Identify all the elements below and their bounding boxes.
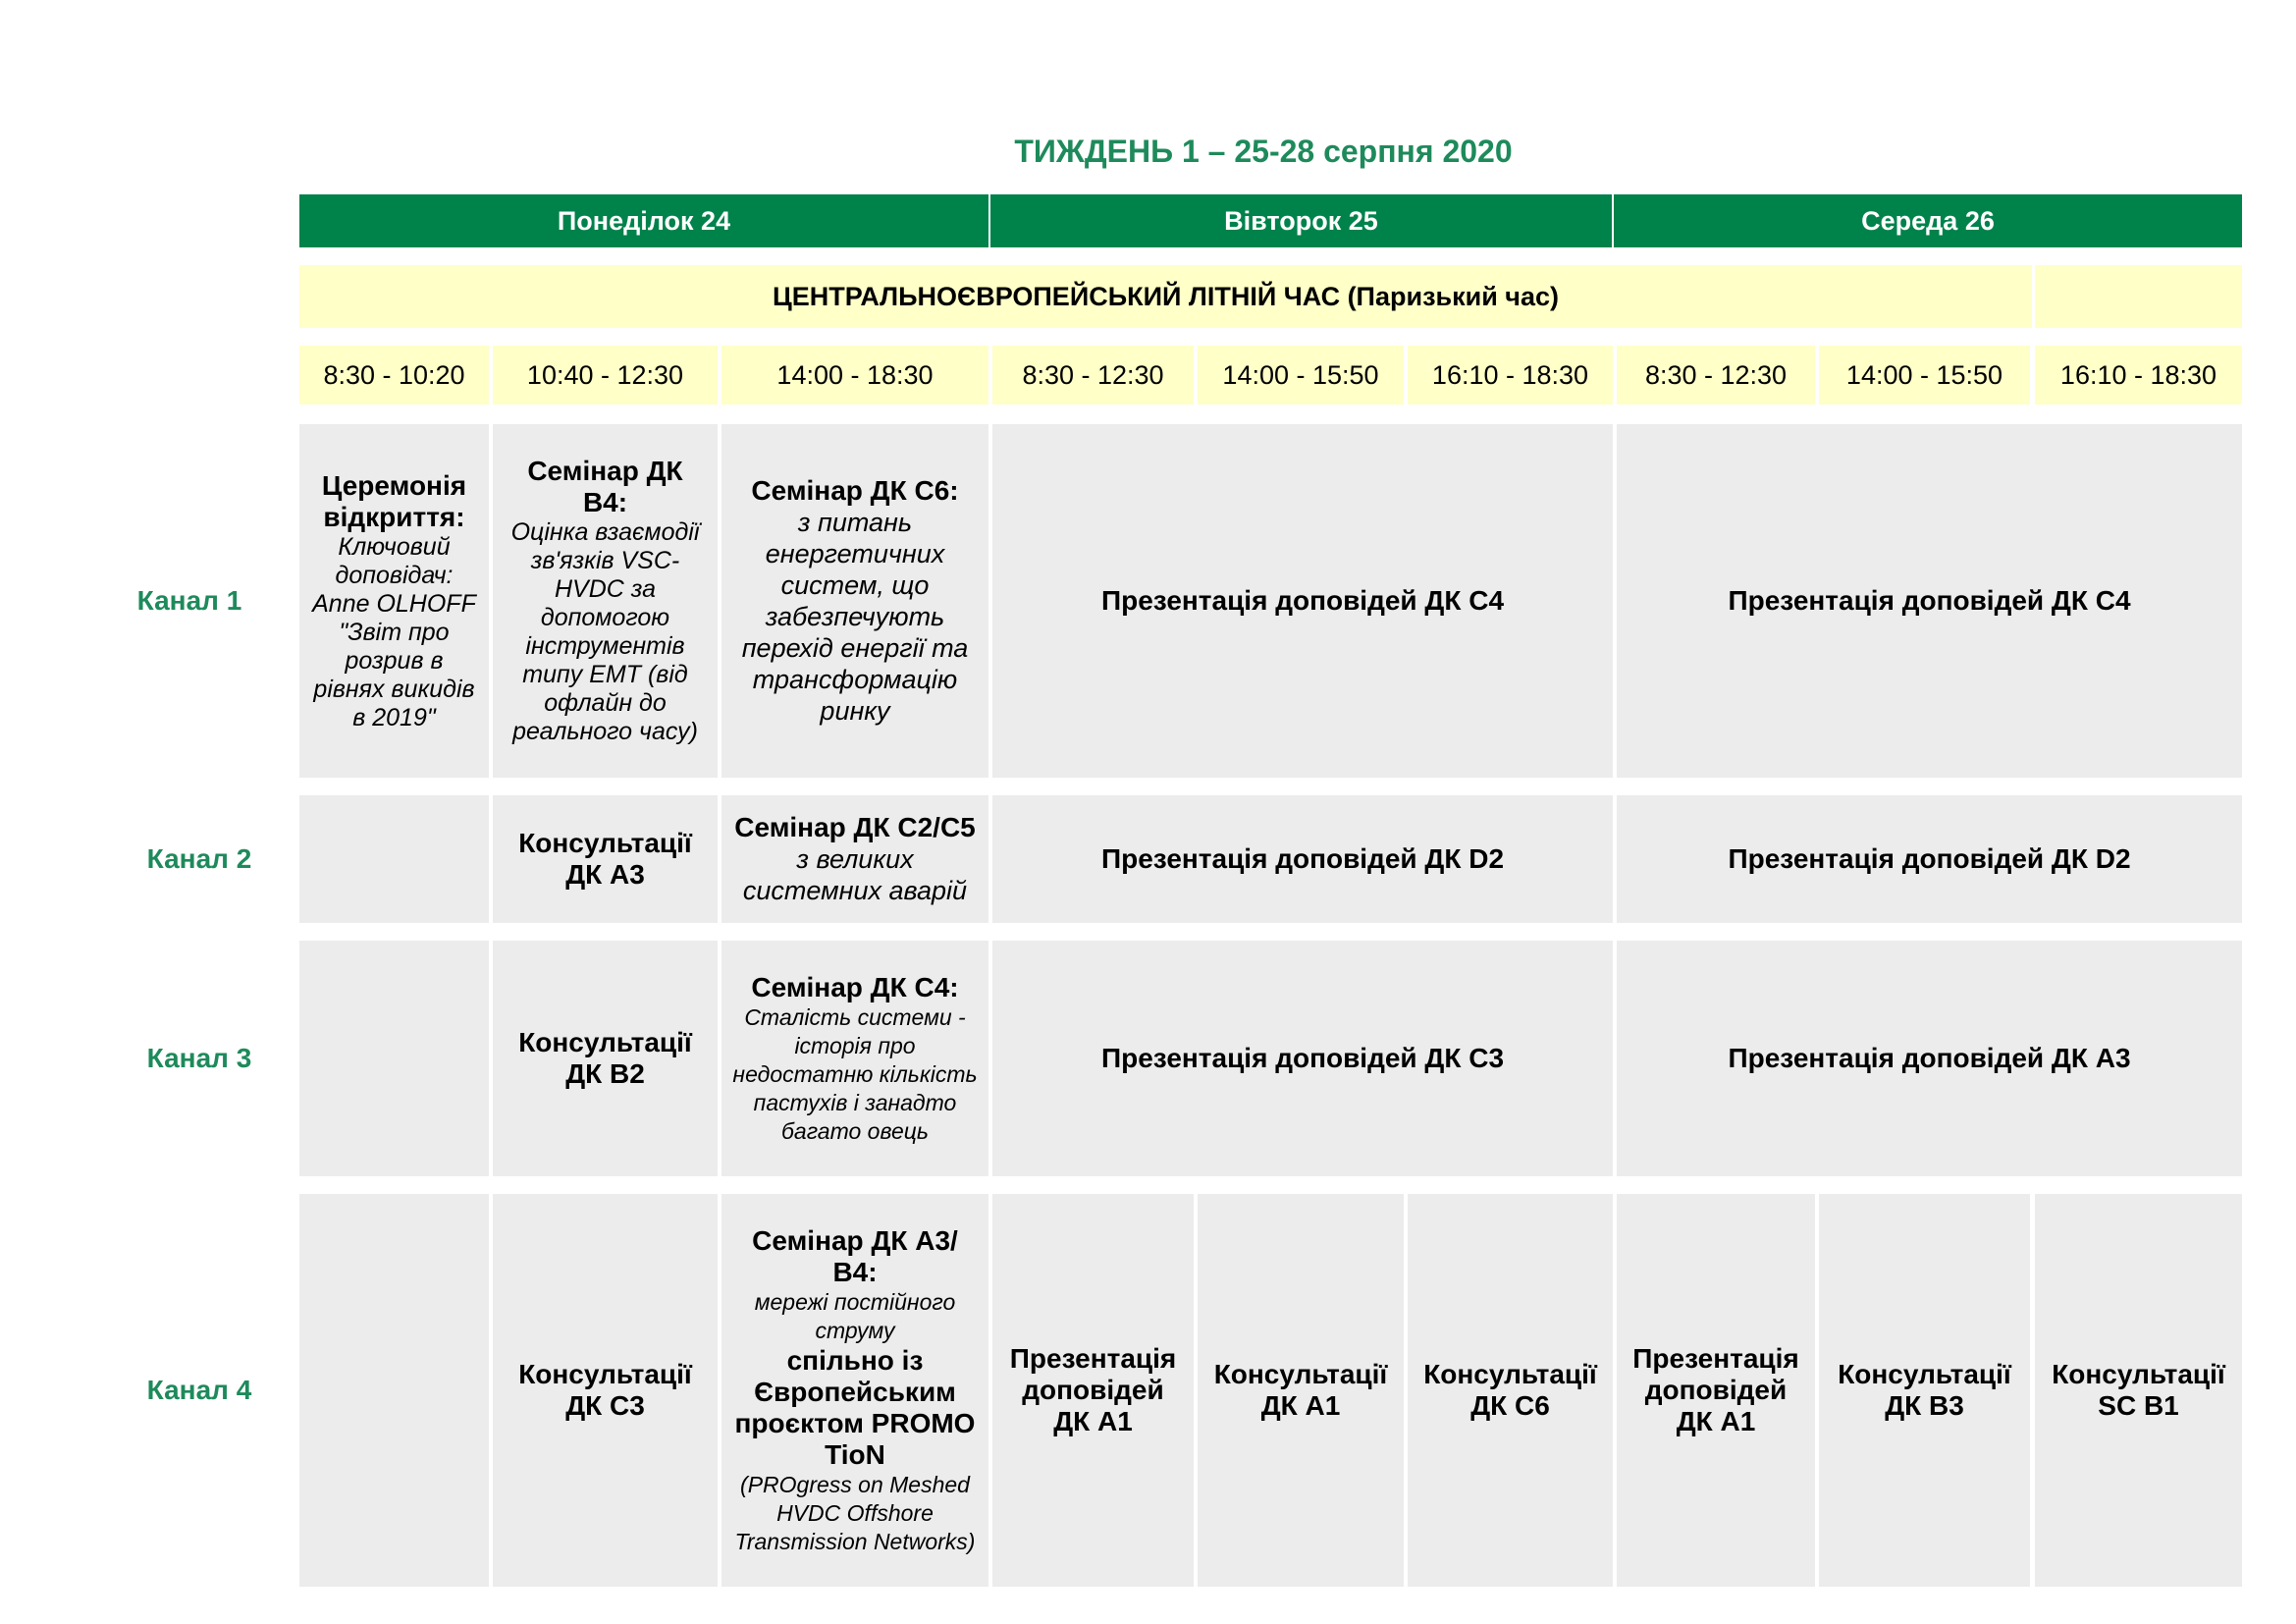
time-slot: 14:00 - 18:30 [721,346,988,405]
empty-cell [299,795,489,923]
session-seminar-c4 [721,941,988,1176]
session-description: Сталість системи - історія про недостатню кількість пастухів і занадто багато овець [732,1003,978,1144]
channel-label-1: Канал 1 [136,585,242,616]
session-title: Семінар ДК С4: [751,971,959,1002]
empty-cell [299,1194,489,1587]
session-title: Консультації ДК А3 [518,828,692,890]
session-wed-channel-1 [1617,424,2242,778]
session-tue-a1-presentation [992,1194,1194,1587]
session-description: Оцінка взаємодії зв'язків VSC-HVDC за допомогою інструментів типу ЕМТ (від офлайн до реального часу) [510,518,700,745]
session-description: з великих системних аварій [742,844,968,905]
session-title: Презентація доповідей ДК С3 [1100,1043,1505,1073]
session-title: Презентація доповідей ДК D2 [1100,843,1505,874]
session-tue-consult-c6 [1408,1194,1613,1587]
session-title: Семінар ДК А3/В4: [752,1224,958,1287]
session-tue-channel-2 [992,795,1613,923]
session-title: Консультації ДК С6 [1423,1359,1597,1421]
session-title: Церемонія відкриття: [321,469,467,532]
session-title: Семінар ДК С6: [751,475,959,506]
session-wed-channel-3 [1617,941,2242,1176]
session-consult-b2 [493,941,718,1176]
session-title: Консультації ДК А1 [1213,1359,1388,1421]
session-seminar-b4 [493,424,718,778]
time-slot: 16:10 - 18:30 [2035,346,2242,405]
page-title: ТИЖДЕНЬ 1 – 25-28 серпня 2020 [1014,134,1513,169]
day-header-monday: Понеділок 24 [299,194,988,247]
time-slot: 14:00 - 15:50 [1819,346,2030,405]
session-title: Консультації ДК В3 [1838,1359,2011,1421]
session-consult-c3 [493,1194,718,1587]
session-title: Семінар ДК С2/С5 [734,812,976,842]
session-seminar-a3-b4 [721,1194,988,1587]
session-title: Презентація доповідей ДК D2 [1728,843,2131,874]
time-slot: 16:10 - 18:30 [1408,346,1613,405]
day-header-tuesday: Вівторок 25 [990,194,1612,247]
time-slot: 14:00 - 15:50 [1198,346,1404,405]
timezone-label: ЦЕНТРАЛЬНОЄВРОПЕЙСЬКИЙ ЛІТНІЙ ЧАС (Паризький час) [299,265,2032,328]
session-title: Презентація доповідей ДК С4 [1728,585,2131,616]
session-wed-consult-b1 [2035,1194,2242,1587]
session-opening-ceremony [299,424,489,778]
day-header-wednesday: Середа 26 [1614,194,2242,247]
session-title: Консультації ДК С3 [518,1359,692,1421]
session-description: (PROgress on Meshed HVDC Offshore Transmission Networks) [734,1471,976,1554]
time-slot: 8:30 - 12:30 [1617,346,1815,405]
timezone-spacer [2035,265,2242,328]
session-wed-a1-presentation [1617,1194,1815,1587]
session-tue-channel-1 [992,424,1613,778]
time-slot: 10:40 - 12:30 [493,346,718,405]
session-consult-a3 [493,795,718,923]
session-title: Консультації SC B1 [2052,1359,2225,1421]
session-wed-consult-b3 [1819,1194,2030,1587]
channel-label-4: Канал 4 [146,1375,252,1405]
session-title: Презентація доповідей ДК А1 [1009,1343,1177,1436]
empty-cell [299,941,489,1176]
session-description: мережі постійного струму [754,1288,956,1343]
session-tue-channel-3 [992,941,1613,1176]
session-title: Презентація доповідей ДК С4 [1100,585,1505,616]
session-subtitle: спільно із Європейським проєктом PROMO TioN [734,1344,976,1470]
session-description: з питань енергетичних систем, що забезпечують перехід енергії та трансформацію ринку [741,508,969,726]
session-tue-consult-a1 [1198,1194,1404,1587]
time-slot: 8:30 - 10:20 [299,346,489,405]
session-title: Семінар ДК В4: [527,456,683,517]
session-description: Ключовий доповідач: Anne OLHOFF "Звіт про розрив в рівнях викидів в 2019" [312,532,476,731]
session-title: Презентація доповідей ДК А1 [1632,1343,1799,1436]
channel-label-3: Канал 3 [146,1043,252,1073]
channel-label-2: Канал 2 [146,843,252,874]
session-title: Консультації ДК В2 [518,1027,692,1089]
session-title: Презентація доповідей ДК А3 [1728,1043,2131,1073]
session-seminar-c2-c5 [721,795,988,923]
session-wed-channel-2 [1617,795,2242,923]
session-seminar-c6 [721,424,988,778]
time-slot: 8:30 - 12:30 [992,346,1194,405]
